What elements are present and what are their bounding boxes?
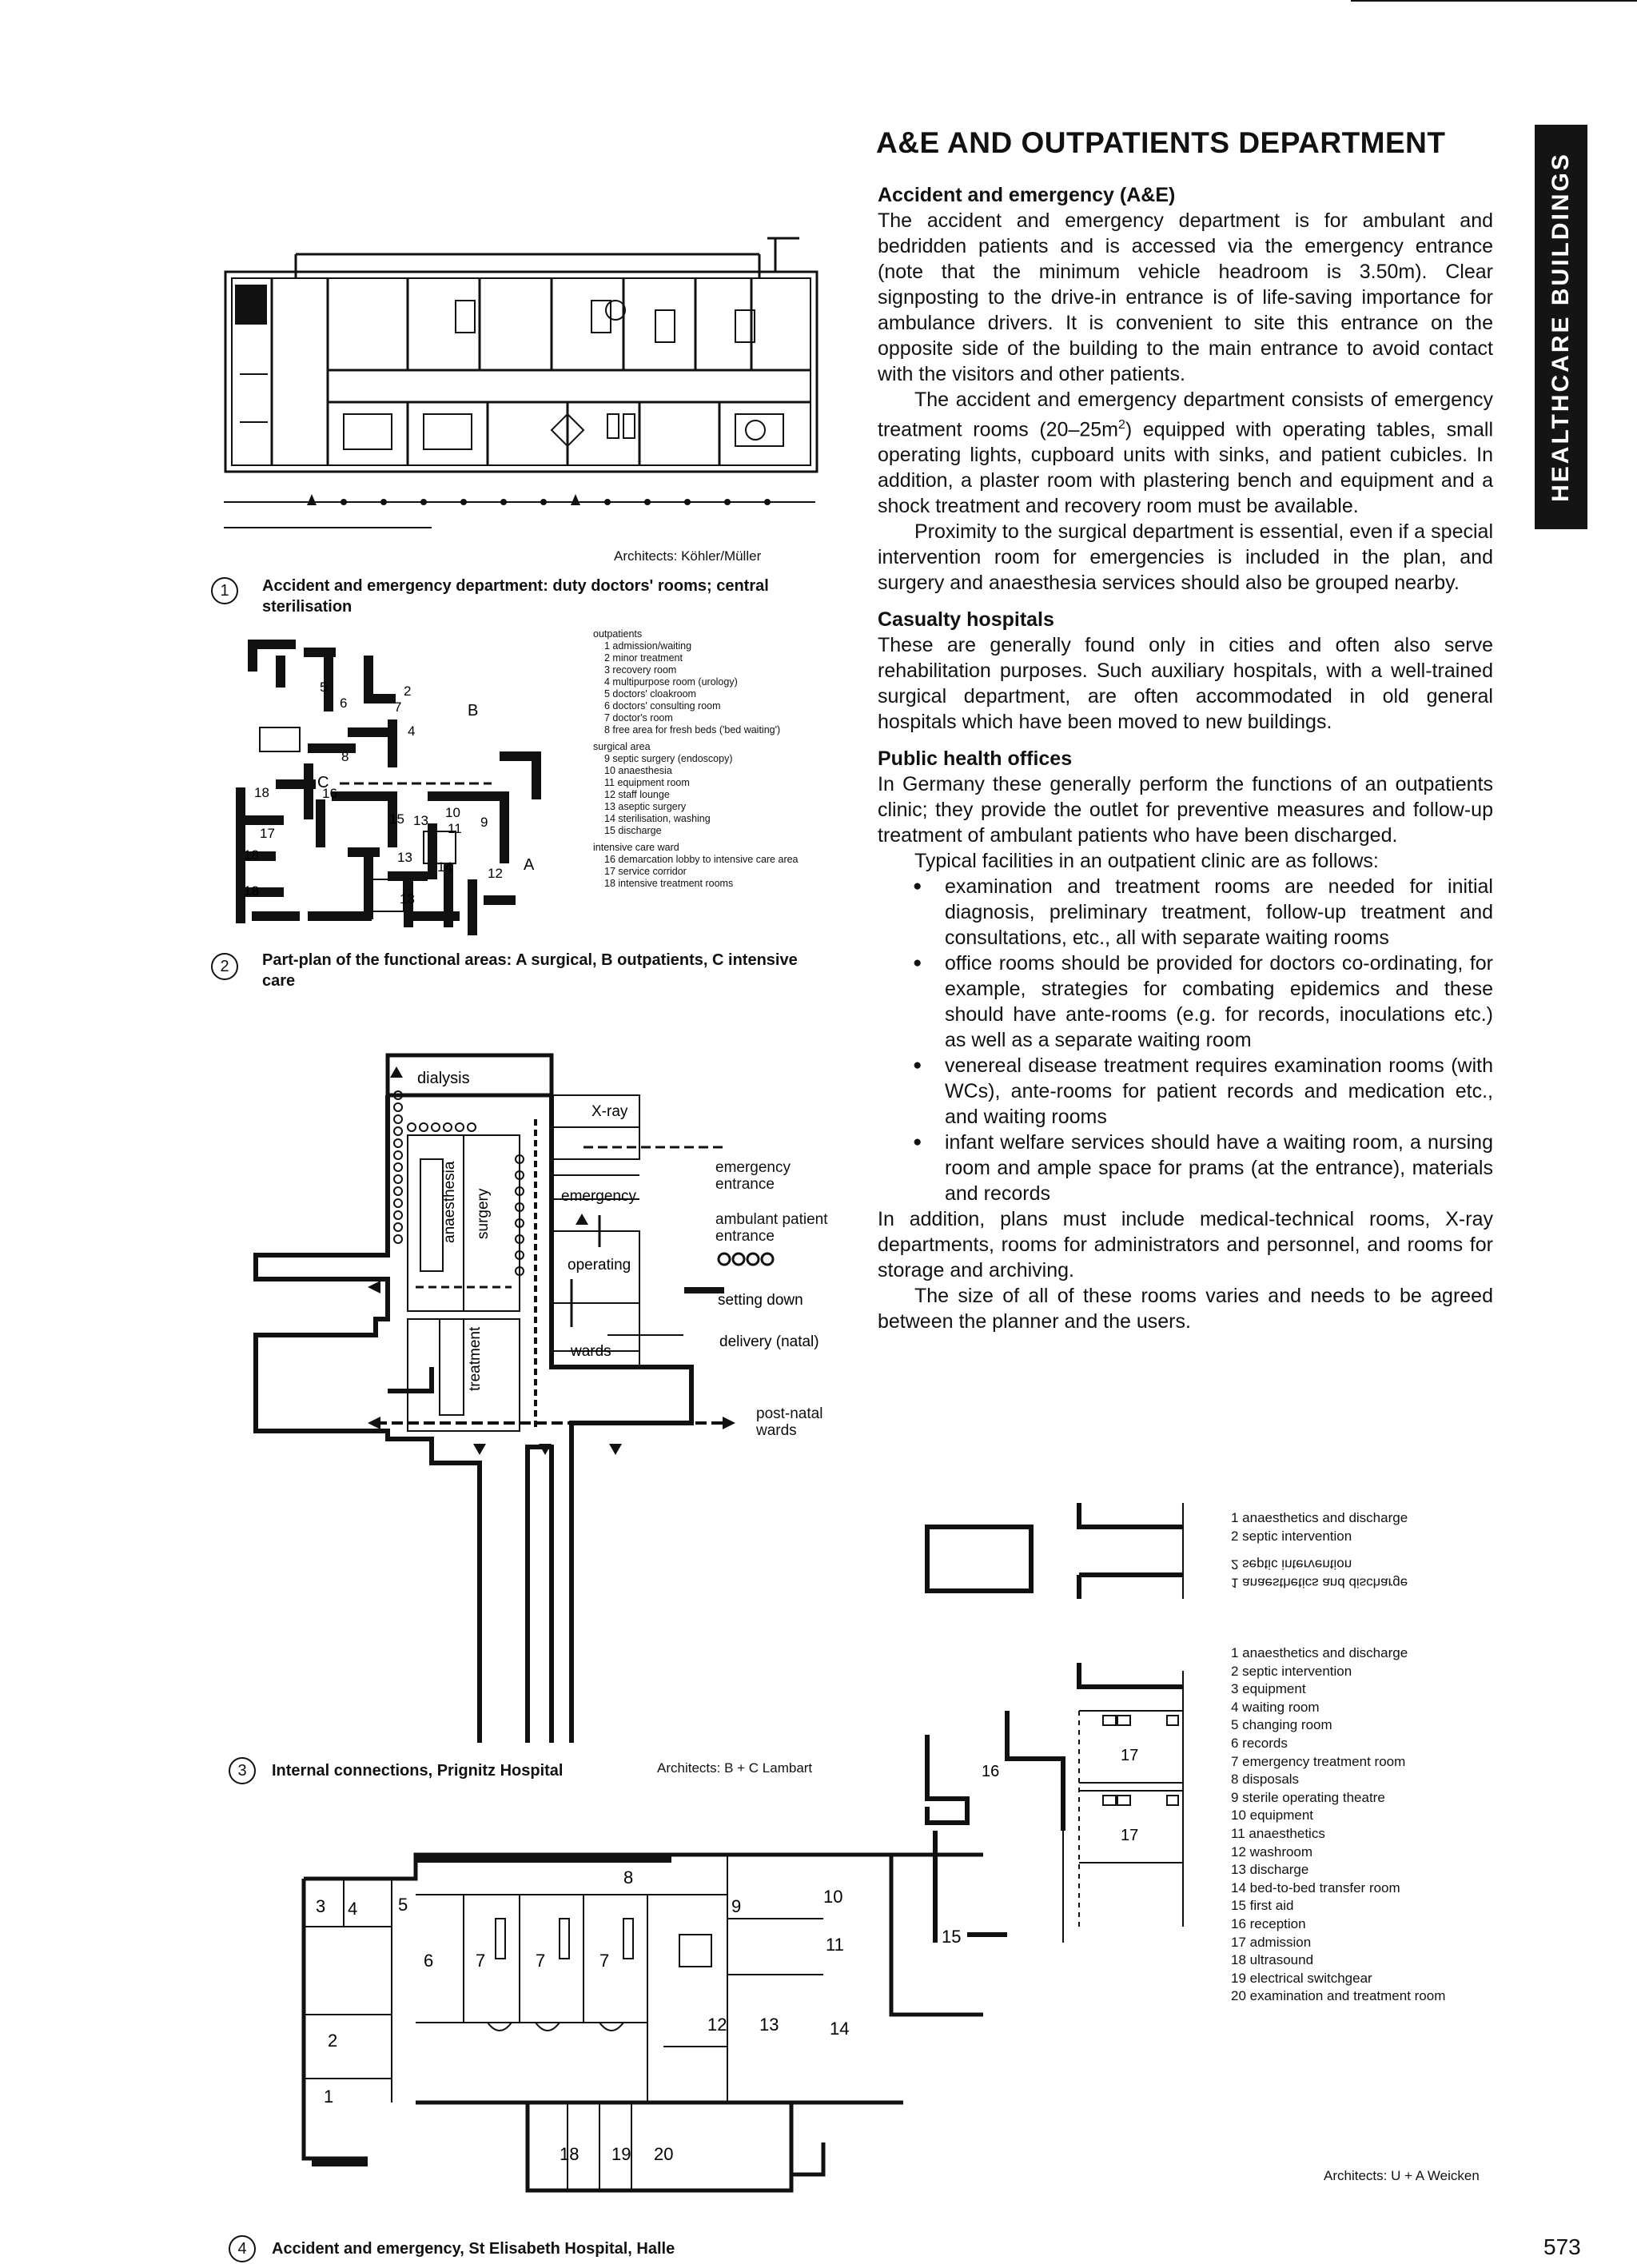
plan-number: 9 [480,815,488,830]
plan-number: 16 [982,1763,1000,1780]
legend-item: 16 demarcation lobby to intensive care area [604,854,799,865]
ae-paragraph-2: The accident and emergency department consists of emergency treatment rooms $(20-25m^2)$ equipped with operating tables, small operating lights, cupboard units with sinks, and patient cubicles. In addition, a plaster room with plastering bench and equipment and a shock treatment and recovery room must be available. [878,389,1494,518]
legend-item: 9 sterile operating theatre [1231,1789,1385,1805]
legend-item-mirrored: 2 septic intervention [1231,1557,1352,1572]
casualty-paragraph: These are generally found only in cities and often also serve rehabilitation purposes. Such auxiliary hospitals, with a well-trained surgical department, are often accommodated in old general hospitals which have been moved to new buildings. [878,634,1493,734]
plan-number: 7 [599,1951,610,1971]
page-number: 573 [1543,2234,1581,2259]
legend-item: 19 electrical switchgear [1231,1970,1372,1986]
plan-number: 17 [260,826,275,841]
legend-item: 16 reception [1231,1915,1306,1931]
legend-item: 12 staff lounge [604,789,670,800]
plan-number: 6 [424,1951,434,1971]
figure-1-floor-plan [224,230,831,558]
legend-item: 5 doctors' cloakroom [604,688,696,700]
plan-number: 4 [408,723,416,739]
figure-1-number: 1 [211,577,238,604]
plan-number: 1 [324,2087,334,2107]
plan-number: 12 [707,2015,727,2035]
figure-4-caption: Accident and emergency, St Elisabeth Hospital, Halle [272,2240,675,2258]
legend-group-title: surgical area [593,741,651,752]
figure-2-part-plan [228,632,564,959]
label-treatment: treatment [467,1326,484,1391]
figure-4-key-top [1231,1509,1408,1591]
figure-2-caption: Part-plan of the functional areas: A surgical, B outpatients, C intensive care [262,951,798,990]
plan-number: 14 [437,859,452,875]
plan-number: 13 [400,891,415,907]
legend-item: 11 anaesthetics [1231,1825,1325,1841]
plan-number: 17 [1121,1747,1139,1764]
public-paragraph-3: In addition, plans must include medical-technical rooms, X-ray departments, rooms for administrators and personnel, and rooms for storage and archiving. [878,1208,1493,1282]
legend-item: 3 equipment [1231,1681,1306,1697]
list-item: ● office rooms should be provided for doctors co-ordinating, for example, strategies for combating epidemics and these should have ante-rooms (e.g. for records, inoculations etc.) as well as a separate waiting room [945,951,1493,1053]
heading-ae: Accident and emergency (A&E) [878,184,1176,206]
legend-item: 2 septic intervention [1231,1663,1352,1679]
plan-number: 2 [328,2031,338,2051]
plan-number: 11 [448,821,462,836]
page-title: A&E AND OUTPATIENTS DEPARTMENT [876,126,1446,159]
legend-item: 7 doctor's room [604,712,673,723]
plan-number: 12 [488,866,503,881]
body-text [878,182,1493,1334]
legend-item: 17 service corridor [604,866,687,877]
plan-number: 15 [389,811,404,827]
plan-number: 14 [830,2019,850,2039]
legend-item: 5 changing room [1231,1717,1332,1733]
public-paragraph-1: In Germany these generally perform the functions of an outpatients clinic; they provide the outlet for preventive measures and follow-up treatment of ambulant patients who have been discharged. [878,773,1493,847]
label-delivery: delivery (natal) [719,1333,819,1350]
heading-casualty: Casualty hospitals [878,608,1054,632]
legend-item: 11 equipment room [604,777,690,788]
plan-number: 8 [623,1867,634,1887]
list-item: ● examination and treatment rooms are needed for initial diagnosis, preliminary treatment, follow-up treatment and consultations, etc., all with separate waiting rooms [945,874,1493,951]
plan-number: 7 [536,1951,546,1971]
public-paragraph-2: Typical facilities in an outpatient clinic are as follows: [914,850,1379,873]
legend-item: 15 discharge [604,825,662,836]
legend-item: 17 admission [1231,1934,1312,1950]
plan-number: 4 [348,1899,358,1919]
plan-number: 5 [398,1895,408,1915]
legend-item: 14 sterilisation, washing [604,813,711,824]
plan-number: 3 [316,1896,326,1916]
figure-2-legend [593,628,799,890]
label-operating: operating [568,1257,631,1274]
list-item: ● venereal disease treatment requires examination rooms (with WCs), ante-rooms for patient records and medication etc., and waiting rooms [945,1053,1493,1130]
plan-number: 9 [731,1896,742,1916]
label-surgery: surgery [475,1188,492,1239]
figure-3-number: 3 [229,1757,256,1784]
legend-item: 2 minor treatment [604,652,683,664]
legend-group-title: intensive care ward [593,842,679,853]
legend-item: 4 waiting room [1231,1699,1320,1715]
legend-item: 8 disposals [1231,1772,1300,1788]
plan-number: 20 [654,2144,674,2164]
plan-number: 15 [942,1927,962,1947]
legend-item: 12 washroom [1231,1843,1313,1859]
legend-item: 1 anaesthetics and discharge [1231,1510,1408,1525]
legend-group-title: outpatients [593,628,643,640]
legend-item: 18 ultrasound [1231,1952,1314,1968]
legend-item: 3 recovery room [604,664,677,676]
label-setting-down: setting down [718,1292,803,1309]
figure-2-number: 2 [211,953,238,980]
figure-1-architects: Architects: Köhler/Müller [614,548,762,564]
label-emergency-entrance: emergency entrance [715,1159,791,1193]
plan-number: 16 [322,786,337,801]
plan-number: 5 [320,680,328,695]
plan-number: 11 [826,1935,844,1955]
label-xray: X-ray [591,1103,628,1120]
figure-4-architects: Architects: U + A Weicken [1324,2168,1480,2183]
label-emergency: emergency [561,1188,636,1205]
plan-number: A [524,856,535,874]
plan-number: 8 [341,749,349,764]
plan-number: 18 [244,883,259,899]
legend-item: 4 multipurpose room (urology) [604,676,738,688]
legend-item: 6 records [1231,1735,1288,1751]
section-side-tab [1535,125,1587,529]
plan-number: C [317,774,329,791]
label-wards: wards [571,1343,611,1360]
figure-1-caption: Accident and emergency department: duty doctors' rooms; central sterilisation [262,577,769,616]
figure-3-caption: Internal connections, Prignitz Hospital [272,1762,564,1780]
figure-4-floor-plan [296,1839,983,2198]
figure-3-internal-connections [248,1047,855,1743]
legend-item: 10 equipment [1231,1808,1314,1824]
plan-number: 18 [244,847,259,863]
ae-paragraph-1: The accident and emergency department is for ambulant and bedridden patients and is accessed via the emergency entrance (note that the minimum vehicle headroom is 3.50m). Clear signposting to the drive-in entrance is of life-saving importance for ambulance drivers. It is convenient to site this entrance on the opposite side of the building to the main entrance to avoid contact with the visitors and other patients. [878,209,1493,385]
plan-number: 6 [340,696,348,711]
legend-item: 13 aseptic surgery [604,801,687,812]
plan-number: 17 [1121,1827,1139,1844]
plan-number: 18 [560,2144,580,2164]
top-rule [1351,0,1637,2]
plan-number: 13 [397,850,412,865]
legend-item: 7 emergency treatment room [1231,1753,1406,1769]
plan-number: 10 [445,805,460,820]
plan-number: 7 [476,1951,486,1971]
label-dialysis: dialysis [417,1070,470,1087]
figure-3-architects: Architects: B + C Lambart [657,1760,813,1776]
public-paragraph-4: The size of all of these rooms varies and needs to be agreed between the planner and the users. [878,1285,1493,1333]
legend-item: 15 first aid [1231,1898,1294,1914]
facilities-list [878,874,1493,1206]
heading-public-health: Public health offices [878,747,1073,771]
plan-number: B [468,702,479,719]
legend-item: 1 anaesthetics and discharge [1231,1645,1408,1660]
list-item: ● infant welfare services should have a waiting room, a nursing room and ample space for prams (at the entrance), materials and records [945,1130,1493,1206]
plan-number: 13 [759,2015,779,2035]
legend-item: 14 bed-to-bed transfer room [1231,1879,1400,1895]
legend-item: 10 anaesthesia [604,765,672,776]
label-anaesthesia: anaesthesia [441,1161,458,1243]
figure-4-legend [1231,1644,1445,2006]
legend-item-mirrored: 1 anaesthetics and discharge [1231,1575,1408,1591]
legend-item: 8 free area for fresh beds ('bed waiting') [604,724,781,735]
legend-item: 1 admission/waiting [604,640,692,652]
legend-item: 6 doctors' consulting room [604,700,721,711]
label-ambulant-entrance: ambulant patient entrance [715,1211,828,1245]
legend-item: 9 septic surgery (endoscopy) [604,753,733,764]
plan-number: 18 [254,785,269,800]
legend-item: 18 intensive treatment rooms [604,878,734,889]
label-postnatal: post-natal wards [756,1405,823,1439]
legend-item: 13 discharge [1231,1862,1309,1878]
side-tab-label: HEALTHCARE BUILDINGS [1547,152,1574,502]
plan-number: 13 [413,813,428,828]
legend-item: 20 examination and treatment room [1231,1988,1446,2004]
figure-4-number: 4 [229,2235,256,2262]
plan-number: 10 [823,1887,843,1907]
legend-item: 2 septic intervention [1231,1528,1352,1544]
plan-number: 19 [611,2144,631,2164]
plan-number: 7 [394,700,402,715]
ae-paragraph-3: Proximity to the surgical department is essential, even if a special intervention room for emergencies is included in the plan, and surgery and anaesthesia services should also be grouped nearby. [878,520,1493,595]
plan-number: 2 [404,684,412,699]
